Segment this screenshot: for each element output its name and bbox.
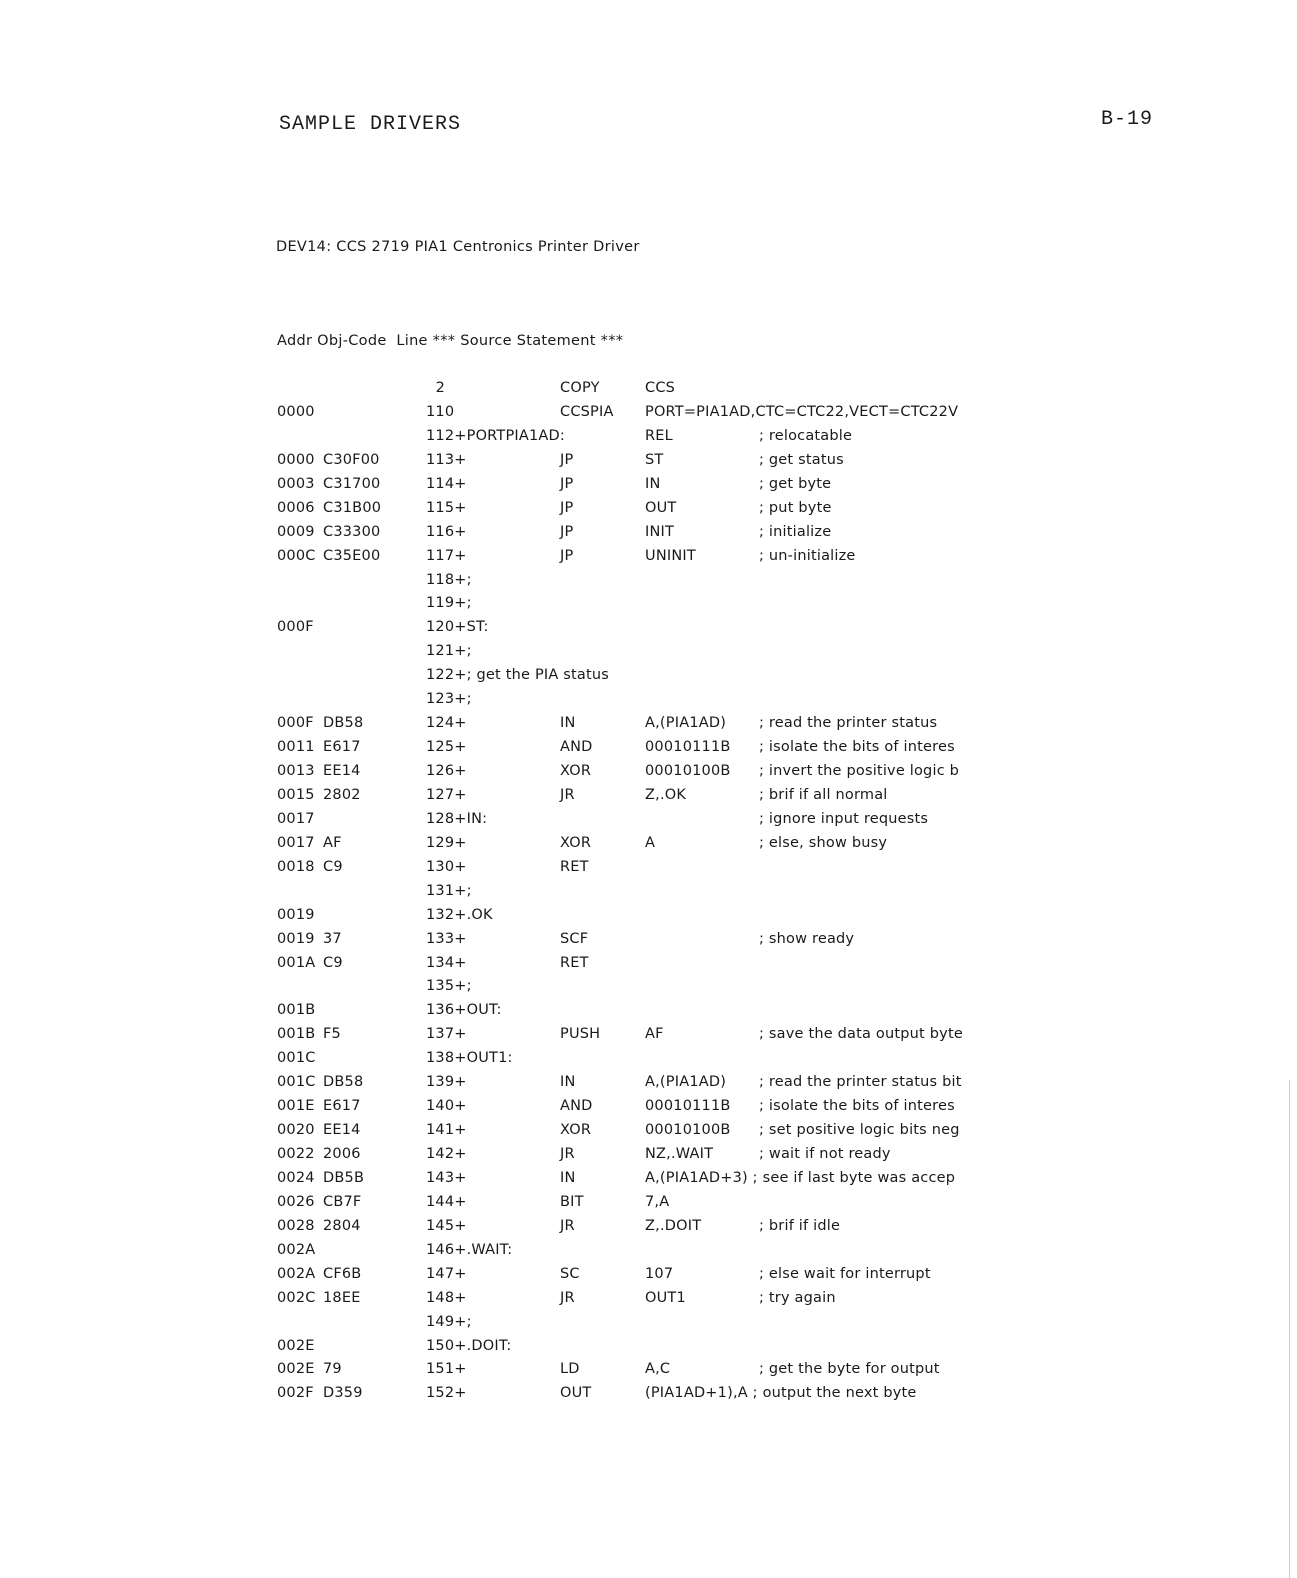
- listing-opcode: XOR: [560, 763, 592, 779]
- listing-row: [0, 691, 1297, 715]
- listing-comment: ; brif if all normal: [759, 786, 888, 803]
- listing-addr: 0019: [277, 930, 315, 947]
- listing-addr: 0018: [277, 858, 315, 875]
- listing-line: 127+: [426, 786, 467, 803]
- listing-operand: Z,.OK: [645, 786, 687, 803]
- listing-row: [0, 787, 1297, 811]
- listing-row: [0, 1026, 1297, 1050]
- listing-line: 150+.DOIT:: [426, 1337, 512, 1354]
- listing-addr: 0009: [277, 523, 315, 540]
- listing-row: [0, 595, 1297, 619]
- listing-obj-code: 2006: [323, 1146, 361, 1162]
- listing-operand: AF: [645, 1026, 664, 1043]
- listing-addr: 002A: [277, 1265, 316, 1282]
- listing-operand: Z,.DOIT: [645, 1217, 702, 1234]
- listing-addr: 001B: [277, 1026, 316, 1043]
- listing-addr: 0017: [277, 834, 315, 851]
- listing-opcode: XOR: [560, 834, 592, 851]
- listing-line: 117+: [426, 547, 467, 564]
- assembly-listing: [0, 380, 1297, 1409]
- listing-line: 119+;: [426, 595, 472, 612]
- listing-row: [0, 763, 1297, 787]
- listing-addr: 000C: [277, 547, 316, 564]
- listing-comment: ; else wait for interrupt: [759, 1265, 931, 1282]
- listing-line: 149+;: [426, 1313, 472, 1330]
- listing-operand: 107: [645, 1265, 674, 1282]
- listing-line: 116+: [426, 523, 467, 540]
- listing-operand: REL: [645, 427, 673, 444]
- listing-addr: 002C: [277, 1289, 316, 1306]
- page-edge-line: [1289, 1080, 1290, 1578]
- listing-obj-code: 2802: [323, 786, 361, 803]
- listing-addr: 0015: [277, 786, 315, 803]
- listing-addr: 0028: [277, 1217, 315, 1234]
- listing-addr: 001C: [277, 1050, 316, 1067]
- listing-obj-code: C9: [323, 858, 343, 875]
- listing-row: [0, 907, 1297, 931]
- listing-operand: OUT: [645, 499, 677, 516]
- listing-line: 113+: [426, 451, 467, 468]
- column-header: Addr Obj-Code Line *** Source Statement ***: [277, 333, 624, 349]
- listing-operand: PORT=PIA1AD,CTC=CTC22,VECT=CTC22V: [645, 403, 959, 420]
- listing-line: 112+PORTPIA1AD:: [426, 427, 565, 444]
- listing-addr: 001E: [277, 1098, 315, 1115]
- listing-line: 145+: [426, 1217, 467, 1234]
- page-number: B-19: [1101, 108, 1154, 131]
- listing-operand: 00010111B: [645, 1098, 731, 1115]
- listing-line: 151+: [426, 1361, 467, 1378]
- listing-title: DEV14: CCS 2719 PIA1 Centronics Printer Driver: [276, 239, 640, 255]
- listing-obj-code: DB58: [323, 715, 364, 732]
- listing-obj-code: 79: [323, 1361, 342, 1378]
- listing-row: [0, 978, 1297, 1002]
- listing-opcode: SCF: [560, 930, 589, 947]
- listing-row: [0, 715, 1297, 739]
- listing-row: [0, 1218, 1297, 1242]
- listing-row: [0, 1194, 1297, 1218]
- listing-obj-code: C31700: [323, 475, 381, 492]
- listing-row: [0, 548, 1297, 572]
- listing-comment: ; relocatable: [759, 427, 853, 444]
- listing-row: [0, 859, 1297, 883]
- listing-line: 137+: [426, 1026, 467, 1043]
- listing-line: 146+.WAIT:: [426, 1241, 513, 1258]
- listing-opcode: AND: [560, 739, 593, 756]
- listing-line: 121+;: [426, 643, 472, 660]
- listing-obj-code: E617: [323, 739, 361, 756]
- listing-line: 134+: [426, 954, 467, 971]
- listing-line: 132+.OK: [426, 906, 493, 923]
- listing-line: 141+: [426, 1122, 467, 1139]
- listing-row: [0, 1290, 1297, 1314]
- listing-opcode: JP: [560, 547, 574, 564]
- listing-addr: 002A: [277, 1241, 316, 1258]
- listing-comment: ; save the data output byte: [759, 1026, 963, 1043]
- listing-operand: CCS: [645, 380, 676, 396]
- listing-comment: ; put byte: [759, 499, 832, 516]
- listing-line: 2: [426, 380, 446, 396]
- listing-opcode: LD: [560, 1361, 580, 1378]
- listing-line: 147+: [426, 1265, 467, 1282]
- listing-row: [0, 500, 1297, 524]
- listing-opcode: JR: [560, 1217, 575, 1234]
- listing-line: 120+ST:: [426, 619, 489, 636]
- listing-row: [0, 524, 1297, 548]
- listing-row: [0, 1242, 1297, 1266]
- listing-row: [0, 1002, 1297, 1026]
- listing-addr: 0011: [277, 739, 315, 756]
- listing-operand: A,(PIA1AD): [645, 1074, 727, 1091]
- listing-operand: OUT1: [645, 1289, 686, 1306]
- listing-obj-code: AF: [323, 834, 342, 851]
- listing-obj-code: C31B00: [323, 499, 382, 516]
- listing-obj-code: C30F00: [323, 451, 380, 468]
- listing-addr: 0017: [277, 810, 315, 827]
- listing-comment: ; show ready: [759, 930, 855, 947]
- listing-opcode: JR: [560, 786, 575, 803]
- listing-opcode: JP: [560, 499, 574, 516]
- listing-line: 118+;: [426, 571, 472, 588]
- listing-comment: ; set positive logic bits neg: [759, 1122, 960, 1139]
- listing-addr: 0006: [277, 499, 315, 516]
- listing-row: [0, 1361, 1297, 1385]
- listing-opcode: JP: [560, 523, 574, 540]
- listing-row: [0, 1314, 1297, 1338]
- listing-opcode: IN: [560, 715, 576, 732]
- listing-row: [0, 1050, 1297, 1074]
- listing-line: 129+: [426, 834, 467, 851]
- listing-operand: 00010100B: [645, 763, 731, 779]
- listing-operand: 7,A: [645, 1193, 670, 1210]
- listing-addr: 0024: [277, 1169, 315, 1186]
- listing-addr: 0000: [277, 403, 315, 420]
- listing-opcode: SC: [560, 1265, 580, 1282]
- listing-comment: ; isolate the bits of interes: [759, 1098, 955, 1115]
- listing-comment: ; try again: [759, 1289, 836, 1306]
- listing-row: [0, 667, 1297, 691]
- listing-opcode: CCSPIA: [560, 403, 614, 420]
- listing-opcode: IN: [560, 1074, 576, 1091]
- listing-opcode: PUSH: [560, 1026, 601, 1043]
- listing-comment: ; initialize: [759, 523, 832, 540]
- listing-row: [0, 1098, 1297, 1122]
- listing-addr: 000F: [277, 715, 314, 732]
- listing-operand: A,C: [645, 1361, 671, 1378]
- listing-operand: A,(PIA1AD+3) ; see if last byte was accep: [645, 1169, 956, 1186]
- listing-row: [0, 955, 1297, 979]
- listing-line: 152+: [426, 1385, 467, 1402]
- listing-opcode: IN: [560, 1169, 576, 1186]
- listing-row: [0, 476, 1297, 500]
- listing-opcode: AND: [560, 1098, 593, 1115]
- listing-addr: 002F: [277, 1385, 314, 1402]
- listing-comment: ; wait if not ready: [759, 1146, 891, 1162]
- listing-addr: 001A: [277, 954, 316, 971]
- listing-operand: A,(PIA1AD): [645, 715, 727, 732]
- listing-row: [0, 380, 1297, 404]
- listing-line: 135+;: [426, 978, 472, 995]
- listing-line: 139+: [426, 1074, 467, 1091]
- listing-opcode: BIT: [560, 1193, 584, 1210]
- listing-opcode: JP: [560, 451, 574, 468]
- listing-line: 110: [426, 403, 455, 420]
- listing-row: [0, 428, 1297, 452]
- listing-obj-code: 37: [323, 930, 342, 947]
- listing-operand: 00010111B: [645, 739, 731, 756]
- listing-comment: ; invert the positive logic b: [759, 763, 960, 779]
- listing-row: [0, 1385, 1297, 1409]
- listing-operand: ST: [645, 451, 664, 468]
- listing-obj-code: F5: [323, 1026, 341, 1043]
- listing-obj-code: DB58: [323, 1074, 364, 1091]
- listing-comment: ; get status: [759, 451, 844, 468]
- listing-opcode: JR: [560, 1289, 575, 1306]
- listing-opcode: COPY: [560, 380, 600, 396]
- listing-obj-code: D359: [323, 1385, 363, 1402]
- listing-addr: 002E: [277, 1361, 315, 1378]
- listing-obj-code: C35E00: [323, 547, 381, 564]
- listing-addr: 0013: [277, 763, 315, 779]
- listing-comment: ; read the printer status bit: [759, 1074, 962, 1091]
- listing-opcode: RET: [560, 858, 589, 875]
- listing-row: [0, 1338, 1297, 1362]
- listing-addr: 0026: [277, 1193, 315, 1210]
- listing-operand: INIT: [645, 523, 675, 540]
- listing-line: 128+IN:: [426, 810, 488, 827]
- listing-opcode: OUT: [560, 1385, 592, 1402]
- listing-obj-code: EE14: [323, 1122, 361, 1139]
- listing-obj-code: EE14: [323, 763, 361, 779]
- listing-obj-code: C9: [323, 954, 343, 971]
- listing-line: 140+: [426, 1098, 467, 1115]
- listing-opcode: XOR: [560, 1122, 592, 1139]
- listing-line: 115+: [426, 499, 467, 516]
- listing-comment: ; un-initialize: [759, 547, 856, 564]
- listing-line: 122+; get the PIA status: [426, 667, 610, 684]
- listing-operand: (PIA1AD+1),A ; output the next byte: [645, 1385, 917, 1402]
- listing-obj-code: CF6B: [323, 1265, 362, 1282]
- listing-addr: 0000: [277, 451, 315, 468]
- listing-line: 114+: [426, 475, 467, 492]
- listing-row: [0, 1266, 1297, 1290]
- listing-addr: 000F: [277, 619, 314, 636]
- listing-line: 125+: [426, 739, 467, 756]
- listing-addr: 0022: [277, 1146, 315, 1162]
- listing-row: [0, 643, 1297, 667]
- listing-operand: A: [645, 834, 656, 851]
- listing-line: 130+: [426, 858, 467, 875]
- listing-operand: IN: [645, 475, 661, 492]
- listing-line: 148+: [426, 1289, 467, 1306]
- listing-row: [0, 1122, 1297, 1146]
- listing-opcode: RET: [560, 954, 589, 971]
- listing-row: [0, 835, 1297, 859]
- listing-row: [0, 572, 1297, 596]
- listing-operand: UNINIT: [645, 547, 696, 564]
- listing-obj-code: CB7F: [323, 1193, 362, 1210]
- running-head: SAMPLE DRIVERS: [279, 113, 462, 136]
- listing-row: [0, 452, 1297, 476]
- listing-addr: 0019: [277, 906, 315, 923]
- listing-line: 124+: [426, 715, 467, 732]
- listing-row: [0, 1074, 1297, 1098]
- listing-obj-code: DB5B: [323, 1169, 365, 1186]
- listing-addr: 0020: [277, 1122, 315, 1139]
- listing-obj-code: E617: [323, 1098, 361, 1115]
- listing-row: [0, 1146, 1297, 1170]
- listing-row: [0, 883, 1297, 907]
- listing-comment: ; ignore input requests: [759, 810, 929, 827]
- listing-line: 133+: [426, 930, 467, 947]
- listing-line: 138+OUT1:: [426, 1050, 513, 1067]
- listing-row: [0, 931, 1297, 955]
- listing-line: 143+: [426, 1169, 467, 1186]
- listing-comment: ; isolate the bits of interes: [759, 739, 955, 756]
- listing-line: 123+;: [426, 691, 472, 708]
- listing-comment: ; read the printer status: [759, 715, 938, 732]
- listing-addr: 0003: [277, 475, 315, 492]
- listing-line: 126+: [426, 763, 467, 779]
- listing-comment: ; get the byte for output: [759, 1361, 940, 1378]
- listing-operand: NZ,.WAIT: [645, 1146, 714, 1162]
- listing-addr: 002E: [277, 1337, 315, 1354]
- listing-row: [0, 404, 1297, 428]
- listing-line: 144+: [426, 1193, 467, 1210]
- listing-row: [0, 1170, 1297, 1194]
- listing-obj-code: 18EE: [323, 1289, 361, 1306]
- listing-line: 131+;: [426, 882, 472, 899]
- listing-row: [0, 739, 1297, 763]
- listing-line: 136+OUT:: [426, 1002, 502, 1019]
- listing-addr: 001B: [277, 1002, 316, 1019]
- listing-comment: ; else, show busy: [759, 834, 888, 851]
- listing-obj-code: C33300: [323, 523, 381, 540]
- listing-addr: 001C: [277, 1074, 316, 1091]
- listing-comment: ; get byte: [759, 475, 832, 492]
- listing-comment: ; brif if idle: [759, 1217, 841, 1234]
- listing-obj-code: 2804: [323, 1217, 361, 1234]
- listing-operand: 00010100B: [645, 1122, 731, 1139]
- listing-row: [0, 619, 1297, 643]
- listing-line: 142+: [426, 1146, 467, 1162]
- listing-opcode: JP: [560, 475, 574, 492]
- listing-row: [0, 811, 1297, 835]
- listing-opcode: JR: [560, 1146, 575, 1162]
